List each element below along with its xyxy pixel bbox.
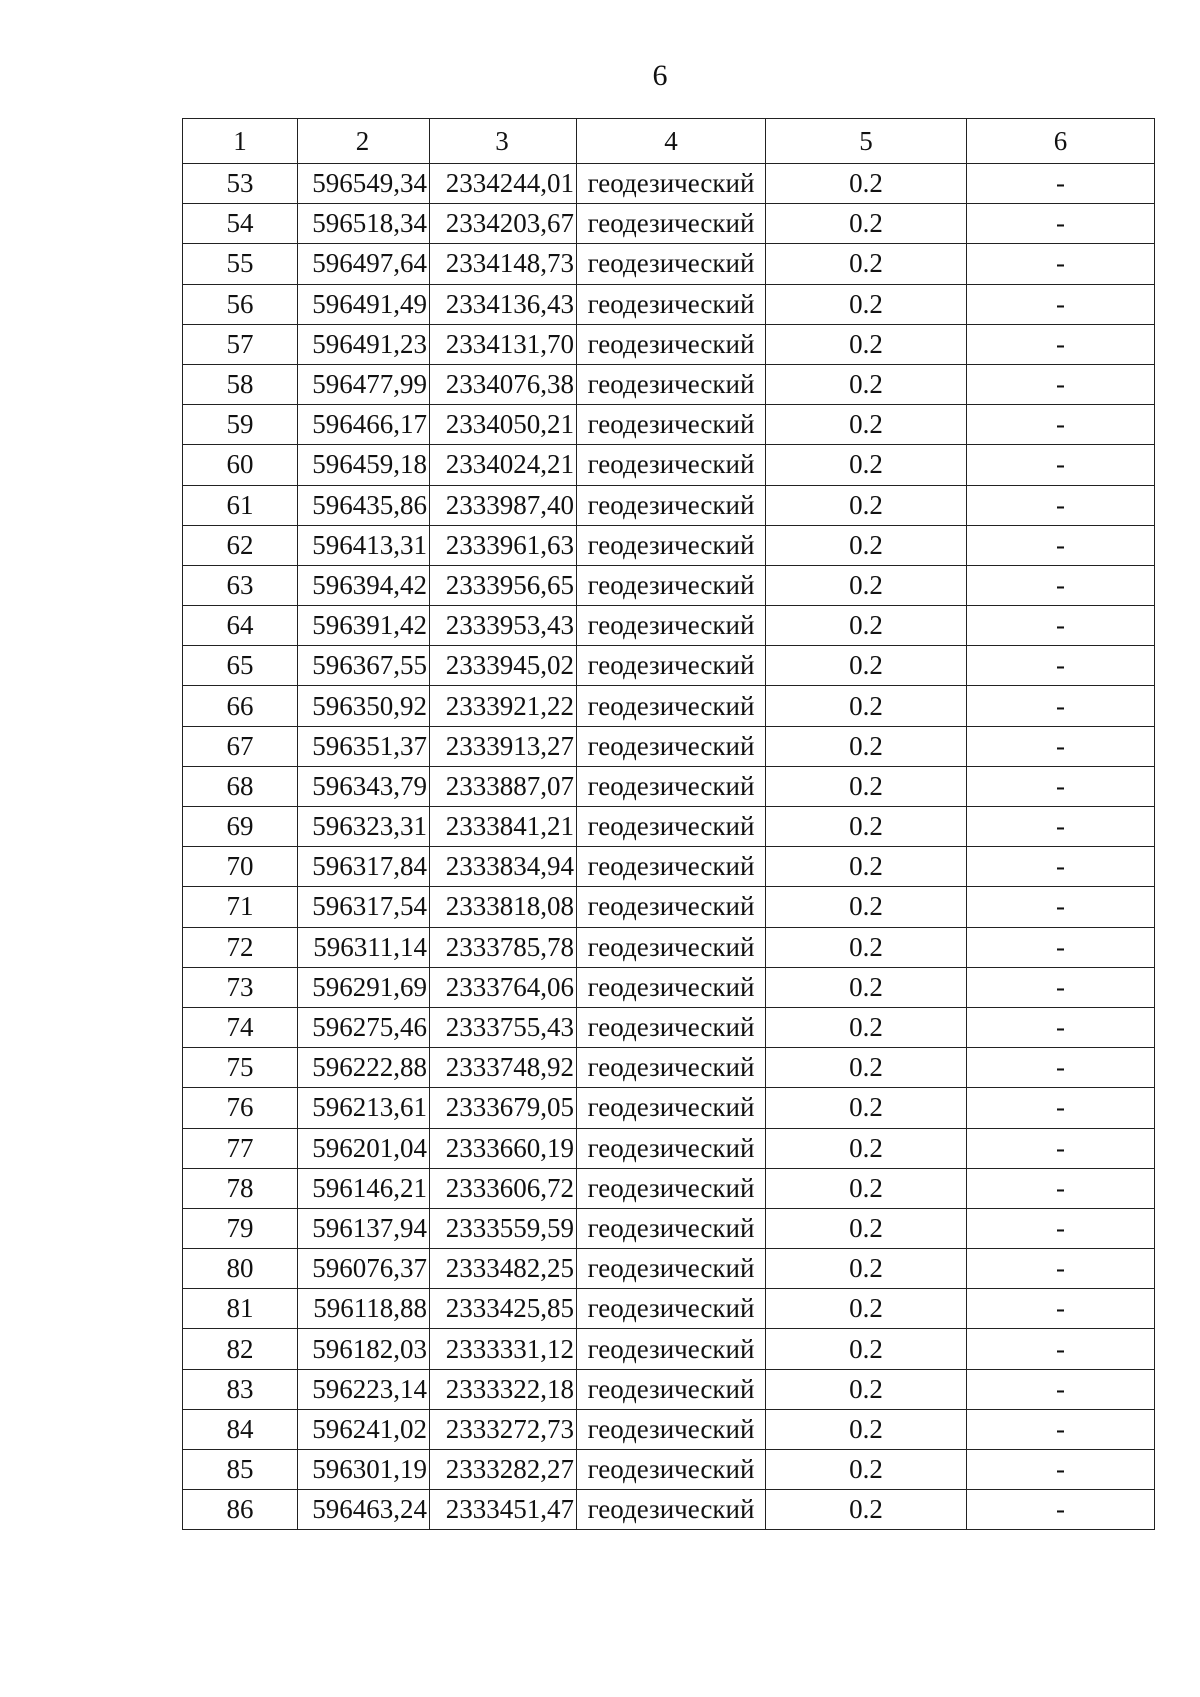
point-number-cell: 84 <box>183 1409 298 1449</box>
accuracy-cell: 0.2 <box>766 284 967 324</box>
x-coordinate-cell: 596317,84 <box>298 847 430 887</box>
table-row <box>183 807 1155 847</box>
note-cell: - <box>967 284 1155 324</box>
note-cell: - <box>967 766 1155 806</box>
point-number-cell: 73 <box>183 967 298 1007</box>
note-cell: - <box>967 686 1155 726</box>
x-coordinate-cell: 596311,14 <box>298 927 430 967</box>
point-number-cell: 63 <box>183 565 298 605</box>
point-number-cell: 55 <box>183 244 298 284</box>
x-coordinate-cell: 596367,55 <box>298 646 430 686</box>
column-header-1: 1 <box>183 119 298 164</box>
table-row <box>183 1048 1155 1088</box>
x-coordinate-cell: 596391,42 <box>298 606 430 646</box>
point-number-cell: 59 <box>183 405 298 445</box>
x-coordinate-cell: 596466,17 <box>298 405 430 445</box>
point-number-cell: 78 <box>183 1168 298 1208</box>
method-cell: геодезический <box>577 1249 766 1289</box>
y-coordinate-cell: 2333322,18 <box>430 1369 577 1409</box>
table-row <box>183 485 1155 525</box>
method-cell: геодезический <box>577 1490 766 1530</box>
point-number-cell: 68 <box>183 766 298 806</box>
method-cell: геодезический <box>577 646 766 686</box>
accuracy-cell: 0.2 <box>766 1048 967 1088</box>
y-coordinate-cell: 2333913,27 <box>430 726 577 766</box>
point-number-cell: 81 <box>183 1289 298 1329</box>
table-row <box>183 565 1155 605</box>
y-coordinate-cell: 2334024,21 <box>430 445 577 485</box>
y-coordinate-cell: 2334076,38 <box>430 364 577 404</box>
table-row <box>183 1249 1155 1289</box>
x-coordinate-cell: 596076,37 <box>298 1249 430 1289</box>
y-coordinate-cell: 2333451,47 <box>430 1490 577 1530</box>
method-cell: геодезический <box>577 1450 766 1490</box>
method-cell: геодезический <box>577 887 766 927</box>
point-number-cell: 74 <box>183 1007 298 1047</box>
x-coordinate-cell: 596317,54 <box>298 887 430 927</box>
x-coordinate-cell: 596491,49 <box>298 284 430 324</box>
note-cell: - <box>967 1490 1155 1530</box>
table-row <box>183 244 1155 284</box>
method-cell: геодезический <box>577 807 766 847</box>
accuracy-cell: 0.2 <box>766 244 967 284</box>
accuracy-cell: 0.2 <box>766 164 967 204</box>
note-cell: - <box>967 1409 1155 1449</box>
point-number-cell: 56 <box>183 284 298 324</box>
y-coordinate-cell: 2333272,73 <box>430 1409 577 1449</box>
point-number-cell: 60 <box>183 445 298 485</box>
x-coordinate-cell: 596146,21 <box>298 1168 430 1208</box>
point-number-cell: 77 <box>183 1128 298 1168</box>
point-number-cell: 71 <box>183 887 298 927</box>
x-coordinate-cell: 596497,64 <box>298 244 430 284</box>
note-cell: - <box>967 565 1155 605</box>
y-coordinate-cell: 2333953,43 <box>430 606 577 646</box>
y-coordinate-cell: 2333755,43 <box>430 1007 577 1047</box>
table-row <box>183 967 1155 1007</box>
y-coordinate-cell: 2334131,70 <box>430 324 577 364</box>
method-cell: геодезический <box>577 766 766 806</box>
note-cell: - <box>967 1369 1155 1409</box>
note-cell: - <box>967 525 1155 565</box>
note-cell: - <box>967 364 1155 404</box>
y-coordinate-cell: 2333887,07 <box>430 766 577 806</box>
note-cell: - <box>967 485 1155 525</box>
y-coordinate-cell: 2333679,05 <box>430 1088 577 1128</box>
x-coordinate-cell: 596413,31 <box>298 525 430 565</box>
y-coordinate-cell: 2333282,27 <box>430 1450 577 1490</box>
point-number-cell: 85 <box>183 1450 298 1490</box>
note-cell: - <box>967 646 1155 686</box>
table-row <box>183 164 1155 204</box>
point-number-cell: 61 <box>183 485 298 525</box>
y-coordinate-cell: 2333606,72 <box>430 1168 577 1208</box>
accuracy-cell: 0.2 <box>766 405 967 445</box>
note-cell: - <box>967 1128 1155 1168</box>
table-row <box>183 1369 1155 1409</box>
method-cell: геодезический <box>577 485 766 525</box>
table-row <box>183 364 1155 404</box>
note-cell: - <box>967 324 1155 364</box>
method-cell: геодезический <box>577 606 766 646</box>
x-coordinate-cell: 596201,04 <box>298 1128 430 1168</box>
y-coordinate-cell: 2334136,43 <box>430 284 577 324</box>
x-coordinate-cell: 596549,34 <box>298 164 430 204</box>
point-number-cell: 83 <box>183 1369 298 1409</box>
x-coordinate-cell: 596350,92 <box>298 686 430 726</box>
method-cell: геодезический <box>577 1289 766 1329</box>
accuracy-cell: 0.2 <box>766 887 967 927</box>
accuracy-cell: 0.2 <box>766 1369 967 1409</box>
method-cell: геодезический <box>577 1369 766 1409</box>
note-cell: - <box>967 807 1155 847</box>
note-cell: - <box>967 405 1155 445</box>
y-coordinate-cell: 2333818,08 <box>430 887 577 927</box>
accuracy-cell: 0.2 <box>766 807 967 847</box>
note-cell: - <box>967 1007 1155 1047</box>
point-number-cell: 79 <box>183 1208 298 1248</box>
table-row <box>183 1007 1155 1047</box>
note-cell: - <box>967 927 1155 967</box>
accuracy-cell: 0.2 <box>766 686 967 726</box>
note-cell: - <box>967 244 1155 284</box>
method-cell: геодезический <box>577 1208 766 1248</box>
x-coordinate-cell: 596137,94 <box>298 1208 430 1248</box>
y-coordinate-cell: 2333987,40 <box>430 485 577 525</box>
table-row <box>183 726 1155 766</box>
y-coordinate-cell: 2333961,63 <box>430 525 577 565</box>
x-coordinate-cell: 596223,14 <box>298 1369 430 1409</box>
x-coordinate-cell: 596343,79 <box>298 766 430 806</box>
point-number-cell: 67 <box>183 726 298 766</box>
column-header-2: 2 <box>298 119 430 164</box>
header-row <box>183 119 1155 164</box>
column-header-4: 4 <box>577 119 766 164</box>
table-row <box>183 606 1155 646</box>
table-row <box>183 324 1155 364</box>
accuracy-cell: 0.2 <box>766 364 967 404</box>
method-cell: геодезический <box>577 244 766 284</box>
accuracy-cell: 0.2 <box>766 606 967 646</box>
table-row <box>183 1208 1155 1248</box>
x-coordinate-cell: 596491,23 <box>298 324 430 364</box>
column-header-3: 3 <box>430 119 577 164</box>
accuracy-cell: 0.2 <box>766 565 967 605</box>
page-number: 6 <box>652 59 668 92</box>
x-coordinate-cell: 596459,18 <box>298 445 430 485</box>
accuracy-cell: 0.2 <box>766 1208 967 1248</box>
note-cell: - <box>967 1048 1155 1088</box>
accuracy-cell: 0.2 <box>766 967 967 1007</box>
x-coordinate-cell: 596241,02 <box>298 1409 430 1449</box>
accuracy-cell: 0.2 <box>766 525 967 565</box>
y-coordinate-cell: 2333956,65 <box>430 565 577 605</box>
table-row <box>183 847 1155 887</box>
x-coordinate-cell: 596394,42 <box>298 565 430 605</box>
note-cell: - <box>967 1450 1155 1490</box>
column-header-6: 6 <box>967 119 1155 164</box>
method-cell: геодезический <box>577 405 766 445</box>
x-coordinate-cell: 596222,88 <box>298 1048 430 1088</box>
point-number-cell: 72 <box>183 927 298 967</box>
table-row <box>183 887 1155 927</box>
point-number-cell: 70 <box>183 847 298 887</box>
note-cell: - <box>967 847 1155 887</box>
x-coordinate-cell: 596477,99 <box>298 364 430 404</box>
accuracy-cell: 0.2 <box>766 1409 967 1449</box>
table-row <box>183 1490 1155 1530</box>
table-row <box>183 405 1155 445</box>
y-coordinate-cell: 2333785,78 <box>430 927 577 967</box>
note-cell: - <box>967 887 1155 927</box>
method-cell: геодезический <box>577 1048 766 1088</box>
table-row <box>183 1168 1155 1208</box>
method-cell: геодезический <box>577 364 766 404</box>
x-coordinate-cell: 596182,03 <box>298 1329 430 1369</box>
x-coordinate-cell: 596213,61 <box>298 1088 430 1128</box>
table-row <box>183 646 1155 686</box>
method-cell: геодезический <box>577 164 766 204</box>
method-cell: геодезический <box>577 967 766 1007</box>
accuracy-cell: 0.2 <box>766 847 967 887</box>
point-number-cell: 54 <box>183 204 298 244</box>
accuracy-cell: 0.2 <box>766 1329 967 1369</box>
accuracy-cell: 0.2 <box>766 1289 967 1329</box>
method-cell: геодезический <box>577 847 766 887</box>
note-cell: - <box>967 1249 1155 1289</box>
table-header <box>183 119 1155 164</box>
note-cell: - <box>967 1168 1155 1208</box>
table-row <box>183 445 1155 485</box>
note-cell: - <box>967 164 1155 204</box>
y-coordinate-cell: 2333841,21 <box>430 807 577 847</box>
note-cell: - <box>967 967 1155 1007</box>
method-cell: геодезический <box>577 204 766 244</box>
method-cell: геодезический <box>577 1409 766 1449</box>
table-row <box>183 204 1155 244</box>
method-cell: геодезический <box>577 284 766 324</box>
x-coordinate-cell: 596435,86 <box>298 485 430 525</box>
point-number-cell: 82 <box>183 1329 298 1369</box>
table-row <box>183 766 1155 806</box>
table-row <box>183 525 1155 565</box>
column-header-5: 5 <box>766 119 967 164</box>
note-cell: - <box>967 204 1155 244</box>
note-cell: - <box>967 606 1155 646</box>
accuracy-cell: 0.2 <box>766 445 967 485</box>
table-row <box>183 686 1155 726</box>
y-coordinate-cell: 2333660,19 <box>430 1128 577 1168</box>
y-coordinate-cell: 2334244,01 <box>430 164 577 204</box>
accuracy-cell: 0.2 <box>766 1249 967 1289</box>
coordinates-table <box>182 118 1155 1530</box>
method-cell: геодезический <box>577 726 766 766</box>
table-row <box>183 927 1155 967</box>
method-cell: геодезический <box>577 445 766 485</box>
point-number-cell: 64 <box>183 606 298 646</box>
table-row <box>183 1289 1155 1329</box>
x-coordinate-cell: 596351,37 <box>298 726 430 766</box>
method-cell: геодезический <box>577 1128 766 1168</box>
accuracy-cell: 0.2 <box>766 324 967 364</box>
y-coordinate-cell: 2334050,21 <box>430 405 577 445</box>
method-cell: геодезический <box>577 1329 766 1369</box>
y-coordinate-cell: 2333559,59 <box>430 1208 577 1248</box>
accuracy-cell: 0.2 <box>766 927 967 967</box>
point-number-cell: 65 <box>183 646 298 686</box>
accuracy-cell: 0.2 <box>766 1450 967 1490</box>
y-coordinate-cell: 2334148,73 <box>430 244 577 284</box>
accuracy-cell: 0.2 <box>766 1490 967 1530</box>
y-coordinate-cell: 2333748,92 <box>430 1048 577 1088</box>
x-coordinate-cell: 596323,31 <box>298 807 430 847</box>
point-number-cell: 57 <box>183 324 298 364</box>
method-cell: геодезический <box>577 1088 766 1128</box>
y-coordinate-cell: 2333331,12 <box>430 1329 577 1369</box>
y-coordinate-cell: 2333425,85 <box>430 1289 577 1329</box>
accuracy-cell: 0.2 <box>766 1128 967 1168</box>
x-coordinate-cell: 596291,69 <box>298 967 430 1007</box>
y-coordinate-cell: 2334203,67 <box>430 204 577 244</box>
table-row <box>183 1088 1155 1128</box>
method-cell: геодезический <box>577 525 766 565</box>
method-cell: геодезический <box>577 686 766 726</box>
point-number-cell: 69 <box>183 807 298 847</box>
note-cell: - <box>967 1289 1155 1329</box>
table-body <box>183 164 1155 1530</box>
note-cell: - <box>967 1208 1155 1248</box>
accuracy-cell: 0.2 <box>766 1088 967 1128</box>
point-number-cell: 76 <box>183 1088 298 1128</box>
point-number-cell: 75 <box>183 1048 298 1088</box>
point-number-cell: 66 <box>183 686 298 726</box>
y-coordinate-cell: 2333921,22 <box>430 686 577 726</box>
x-coordinate-cell: 596301,19 <box>298 1450 430 1490</box>
y-coordinate-cell: 2333482,25 <box>430 1249 577 1289</box>
point-number-cell: 86 <box>183 1490 298 1530</box>
table-row <box>183 1409 1155 1449</box>
x-coordinate-cell: 596275,46 <box>298 1007 430 1047</box>
x-coordinate-cell: 596118,88 <box>298 1289 430 1329</box>
x-coordinate-cell: 596463,24 <box>298 1490 430 1530</box>
accuracy-cell: 0.2 <box>766 1168 967 1208</box>
accuracy-cell: 0.2 <box>766 766 967 806</box>
note-cell: - <box>967 445 1155 485</box>
point-number-cell: 58 <box>183 364 298 404</box>
point-number-cell: 62 <box>183 525 298 565</box>
method-cell: геодезический <box>577 1168 766 1208</box>
note-cell: - <box>967 1088 1155 1128</box>
table-row <box>183 1128 1155 1168</box>
table-row <box>183 1329 1155 1369</box>
method-cell: геодезический <box>577 324 766 364</box>
accuracy-cell: 0.2 <box>766 1007 967 1047</box>
y-coordinate-cell: 2333945,02 <box>430 646 577 686</box>
accuracy-cell: 0.2 <box>766 646 967 686</box>
note-cell: - <box>967 726 1155 766</box>
point-number-cell: 53 <box>183 164 298 204</box>
method-cell: геодезический <box>577 1007 766 1047</box>
x-coordinate-cell: 596518,34 <box>298 204 430 244</box>
y-coordinate-cell: 2333764,06 <box>430 967 577 1007</box>
accuracy-cell: 0.2 <box>766 485 967 525</box>
table-row <box>183 1450 1155 1490</box>
accuracy-cell: 0.2 <box>766 726 967 766</box>
accuracy-cell: 0.2 <box>766 204 967 244</box>
method-cell: геодезический <box>577 565 766 605</box>
y-coordinate-cell: 2333834,94 <box>430 847 577 887</box>
point-number-cell: 80 <box>183 1249 298 1289</box>
table-row <box>183 284 1155 324</box>
method-cell: геодезический <box>577 927 766 967</box>
note-cell: - <box>967 1329 1155 1369</box>
